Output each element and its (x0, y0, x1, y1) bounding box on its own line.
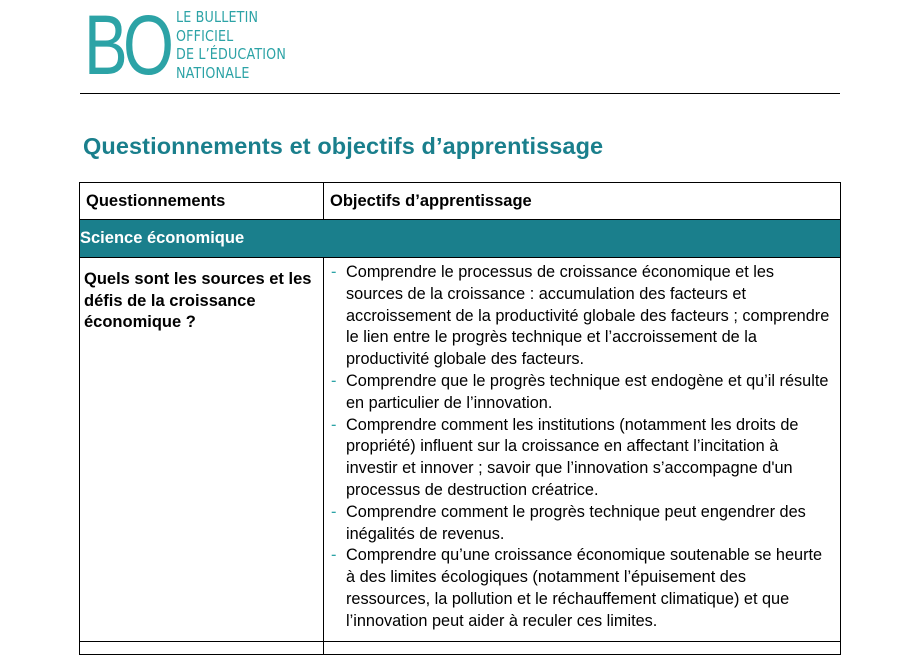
objectives-list (330, 262, 832, 633)
objective-text: Comprendre comment le progrès technique peut engendrer des inégalités de revenus. (346, 502, 806, 543)
empty-cell (80, 641, 324, 654)
empty-cell (324, 641, 841, 654)
objective-text: Comprendre que le progrès technique est endogène et qu’il résulte en particulier de l’innovation. (346, 371, 829, 412)
question-cell: Quels sont les sources et les défis de la croissance économique ? (80, 258, 324, 642)
list-item (330, 415, 832, 502)
dash-bullet-icon: - (331, 371, 337, 390)
list-item (330, 545, 832, 632)
table-row (80, 258, 841, 642)
objective-text: Comprendre le processus de croissance économique et les sources de la croissance : accumulation des facteurs et accroissement de la productivité globale des facteurs ; comprendre le lien entre le progrès technique et l’accroissement de la productivité globale des facteurs. (346, 263, 830, 369)
objectives-cell (324, 258, 841, 642)
section-row (80, 220, 841, 258)
logo-line: LE BULLETIN (176, 8, 259, 26)
section-label: Science économique (80, 220, 841, 258)
logo-line: NATIONALE (176, 63, 250, 82)
page-title: Questionnements et objectifs d’apprentissage (83, 133, 604, 159)
list-item (330, 371, 832, 415)
table-row-continuation (80, 641, 841, 654)
dash-bullet-icon: - (331, 415, 337, 434)
objective-text: Comprendre comment les institutions (notamment les droits de propriété) influent sur la croissance en affectant l’incitation à investir et innover ; savoir que l’innovation s’accompagne d'un processus de destruction créatrice. (346, 415, 799, 499)
list-item (330, 262, 832, 371)
column-header-label: Questionnements (86, 192, 226, 210)
header-divider (80, 93, 840, 94)
objectives-table (79, 182, 841, 655)
list-item (330, 502, 832, 546)
bo-logo (84, 0, 287, 92)
dash-bullet-icon: - (331, 502, 337, 521)
objective-text: Comprendre qu’une croissance économique soutenable se heurte à des limites écologiques (notamment l’épuisement des ressources, la pollution et le réchauffement climatique) et que l’innovation peut aider à reculer ces limites. (346, 546, 823, 630)
dash-bullet-icon: - (331, 546, 337, 565)
logo-mark: BO (84, 0, 170, 92)
dash-bullet-icon: - (331, 263, 337, 281)
table-header-row (80, 183, 841, 220)
column-header-label: Objectifs d’apprentissage (330, 192, 532, 210)
logo-line: OFFICIEL (176, 26, 234, 45)
column-header-questionnements (80, 183, 324, 220)
column-header-objectifs (324, 183, 841, 220)
logo-text (176, 8, 286, 82)
logo-line: DE L’ÉDUCATION (176, 45, 287, 63)
